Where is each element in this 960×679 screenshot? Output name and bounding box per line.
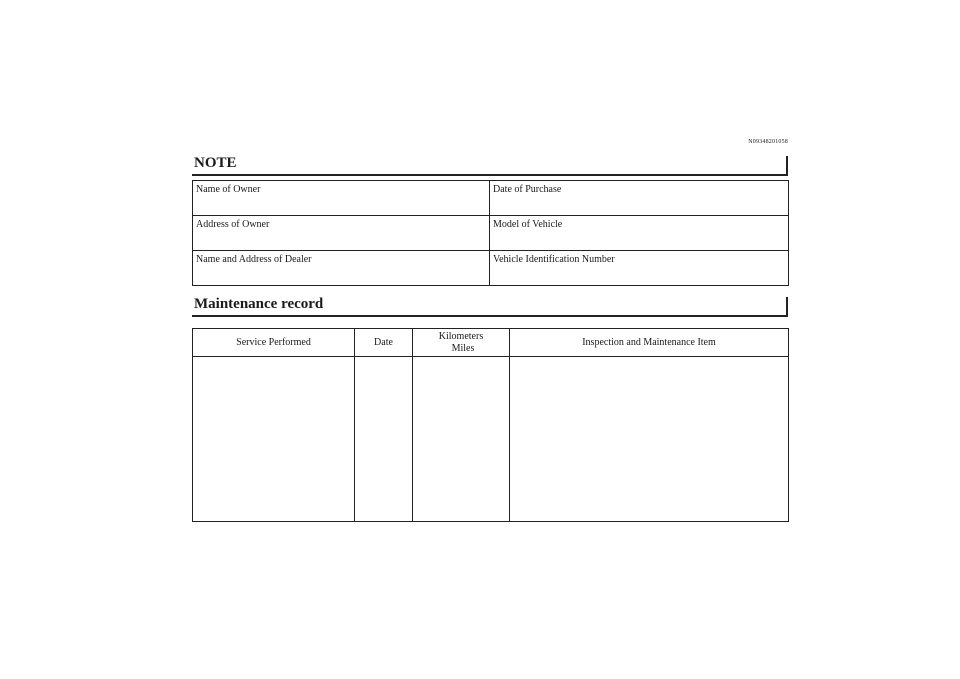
maintenance-title: Maintenance record — [194, 296, 324, 312]
date-of-purchase-field: Date of Purchase — [490, 181, 789, 216]
address-of-owner-field: Address of Owner — [193, 216, 490, 251]
column-header-date: Date — [355, 329, 413, 357]
table-row — [193, 357, 789, 522]
column-header-service: Service Performed — [193, 329, 355, 357]
vin-field: Vehicle Identification Number — [490, 251, 789, 286]
note-title: NOTE — [194, 155, 237, 171]
miles-label: Miles — [451, 342, 475, 354]
distance-cell — [413, 357, 510, 522]
column-header-distance — [413, 329, 510, 357]
maintenance-record-table — [192, 328, 789, 522]
table-row — [193, 251, 789, 286]
maintenance-section-heading — [192, 297, 788, 317]
service-cell — [193, 357, 355, 522]
kilometers-label: Kilometers — [438, 330, 484, 342]
item-cell — [510, 357, 789, 522]
owner-info-table — [192, 180, 789, 286]
table-header-row — [193, 329, 789, 357]
dealer-name-address-field: Name and Address of Dealer — [193, 251, 490, 286]
note-section-heading — [192, 156, 788, 176]
table-row — [193, 181, 789, 216]
table-row — [193, 216, 789, 251]
document-code: N09348201058 — [748, 139, 788, 145]
name-of-owner-field: Name of Owner — [193, 181, 490, 216]
model-of-vehicle-field: Model of Vehicle — [490, 216, 789, 251]
column-header-item: Inspection and Maintenance Item — [510, 329, 789, 357]
date-cell — [355, 357, 413, 522]
